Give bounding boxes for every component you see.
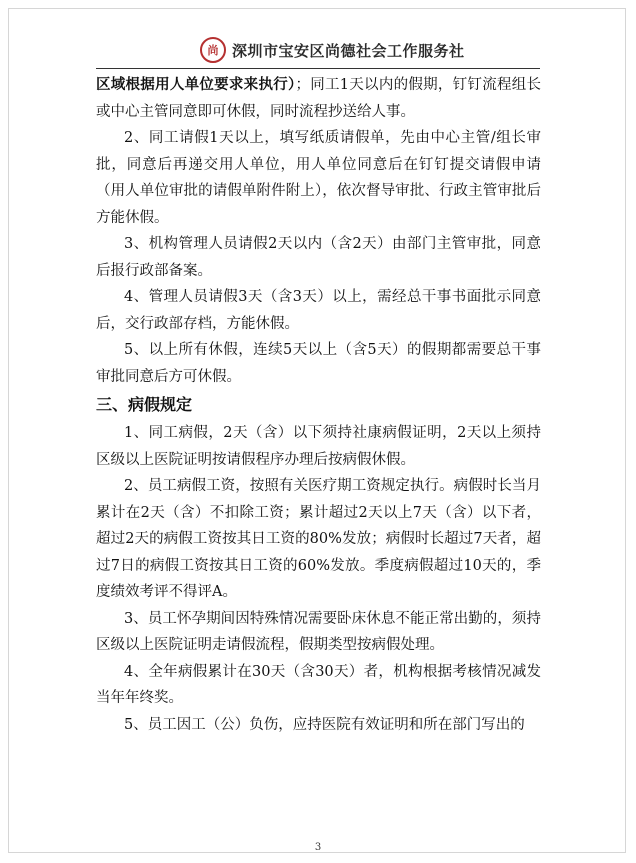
- page-number: 3: [314, 842, 322, 853]
- section-heading-sick-leave: 三、病假规定: [96, 395, 193, 414]
- paragraph-bold-lead: 区域根据用人单位要求来执行）: [96, 76, 296, 93]
- sick-leave-item-1: 1、同工病假，2天（含）以下须持社康病假证明，2天以上须持区级以上医院证明按请假程序办理后按病假休假。: [96, 425, 541, 468]
- paragraph-item-5: 5、以上所有休假，连续5天以上（含5天）的假期都需要总干事审批同意后方可休假。: [96, 342, 541, 385]
- paragraph-item-3: 3、机构管理人员请假2天以内（含2天）由部门主管审批，同意后报行政部备案。: [96, 236, 541, 279]
- sick-leave-item-4: 4、全年病假累计在30天（含30天）者，机构根据考核情况减发当年年终奖。: [96, 663, 541, 706]
- page-header: [200, 34, 480, 66]
- paragraph-item-4: 4、管理人员请假3天（含3天）以上，需经总干事书面批示同意后，交行政部存档，方能休假。: [96, 289, 541, 332]
- organization-name: 深圳市宝安区尚德社会工作服务社: [232, 41, 465, 60]
- document-body: [96, 72, 541, 738]
- paragraph-text: ；同工1天以内的假期，钉钉流程组长或中心主管同意即可休假，同时流程抄送给人事。: [96, 77, 541, 120]
- header-divider: [96, 68, 540, 69]
- sick-leave-item-2: 2、员工病假工资，按照有关医疗期工资规定执行。病假时长当月累计在2天（含）不扣除工资；累计超过2天以上7天（含）以下者，超过2天的病假工资按其日工资的80%发放；病假时长超过7天者，超过7日的病假工资按其日工资的60%发放。季度病假超过10天的，季度绩效考评不得评A。: [96, 478, 541, 600]
- paragraph-continued: [96, 72, 541, 125]
- paragraph-item-2: 2、同工请假1天以上，填写纸质请假单，先由中心主管/组长审批，同意后再递交用人单位，用人单位同意后在钉钉提交请假申请（用人单位审批的请假单附件附上），依次督导审批、行政主管审批后方能休假。: [96, 130, 541, 226]
- sick-leave-item-5: 5、员工因工（公）负伤，应持医院有效证明和所在部门写出的: [124, 716, 525, 733]
- sick-leave-item-3: 3、员工怀孕期间因特殊情况需要卧床休息不能正常出勤的，须持区级以上医院证明走请假流程，假期类型按病假处理。: [96, 610, 541, 653]
- organization-logo-icon: 尚: [200, 37, 226, 63]
